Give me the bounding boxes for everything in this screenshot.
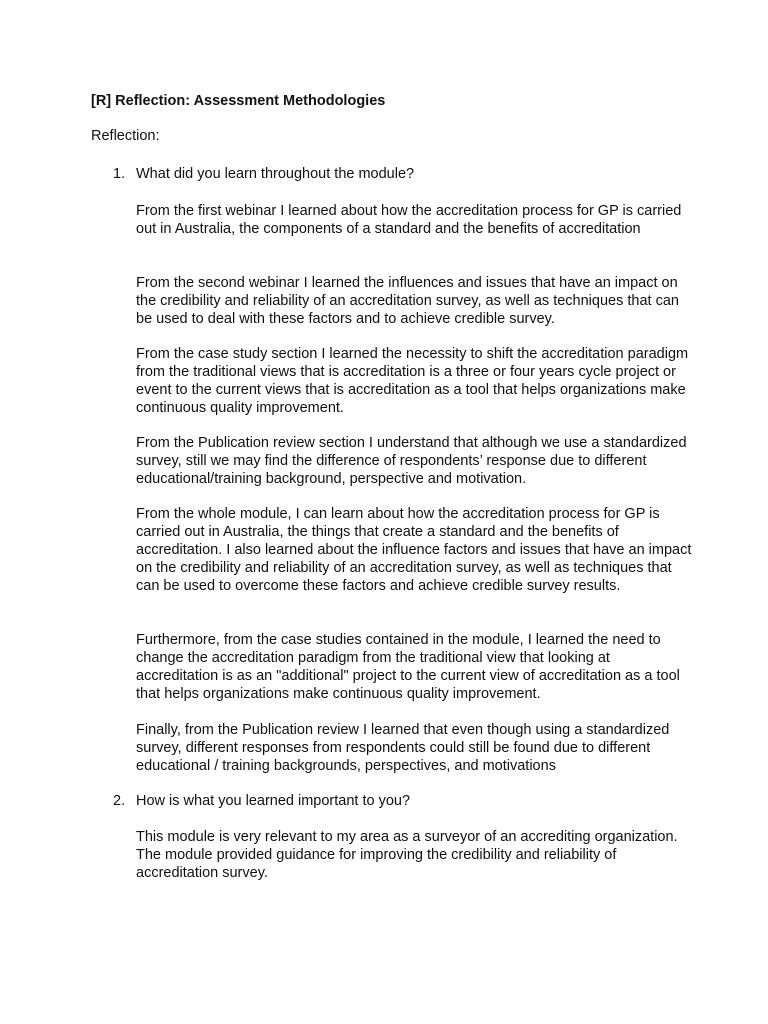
answer-paragraph: This module is very relevant to my area as a surveyor of an accrediting organization. The module provided guidance for improving the credibility and reliability of accreditation survey. [136,829,678,881]
answer-paragraph: From the case study section I learned the necessity to shift the accreditation paradigm from the traditional views that is accreditation is a three or four years cycle project or event to the current views that is accreditation as a tool that helps organizations make continuous quality improvement. [136,346,689,416]
answer-paragraph: From the first webinar I learned about how the accreditation process for GP is carried out in Australia, the components of a standard and the benefits of accreditation [136,203,682,237]
question-number: 2. [113,793,126,809]
question-text: What did you learn throughout the module? [136,166,415,182]
answer-paragraph: From the whole module, I can learn about how the accreditation process for GP is carried out in Australia, the things that create a standard and the benefits of accreditation. I also learned about the influence factors and issues that have an impact on the credibility and reliability of an accreditation survey, as well as techniques that can be used to overcome these factors and achieve credible survey results. [136,506,692,594]
answer-paragraph: From the Publication review section I understand that although we use a standardized survey, still we may find the difference of respondents’ response due to different educational/training background, perspective and motivation. [136,435,687,487]
question-text: How is what you learned important to you? [136,793,411,809]
answer-paragraph: Finally, from the Publication review I learned that even though using a standardized survey, different responses from respondents could still be found due to different educational / training backgrounds, perspectives, and motivations [136,722,670,774]
question-number: 1. [113,166,126,182]
answer-paragraph: Furthermore, from the case studies contained in the module, I learned the need to change the accreditation paradigm from the traditional view that looking at accreditation is as an "additional" project to the current view of accreditation as a tool that helps organizations make continuous quality improvement. [136,632,680,702]
document-title: [R] Reflection: Assessment Methodologies [91,93,386,109]
answer-paragraph: From the second webinar I learned the influences and issues that have an impact on the credibility and reliability of an accreditation survey, as well as techniques that can be used to deal with these factors and to achieve credible survey. [136,275,679,327]
reflection-label: Reflection: [91,128,160,144]
